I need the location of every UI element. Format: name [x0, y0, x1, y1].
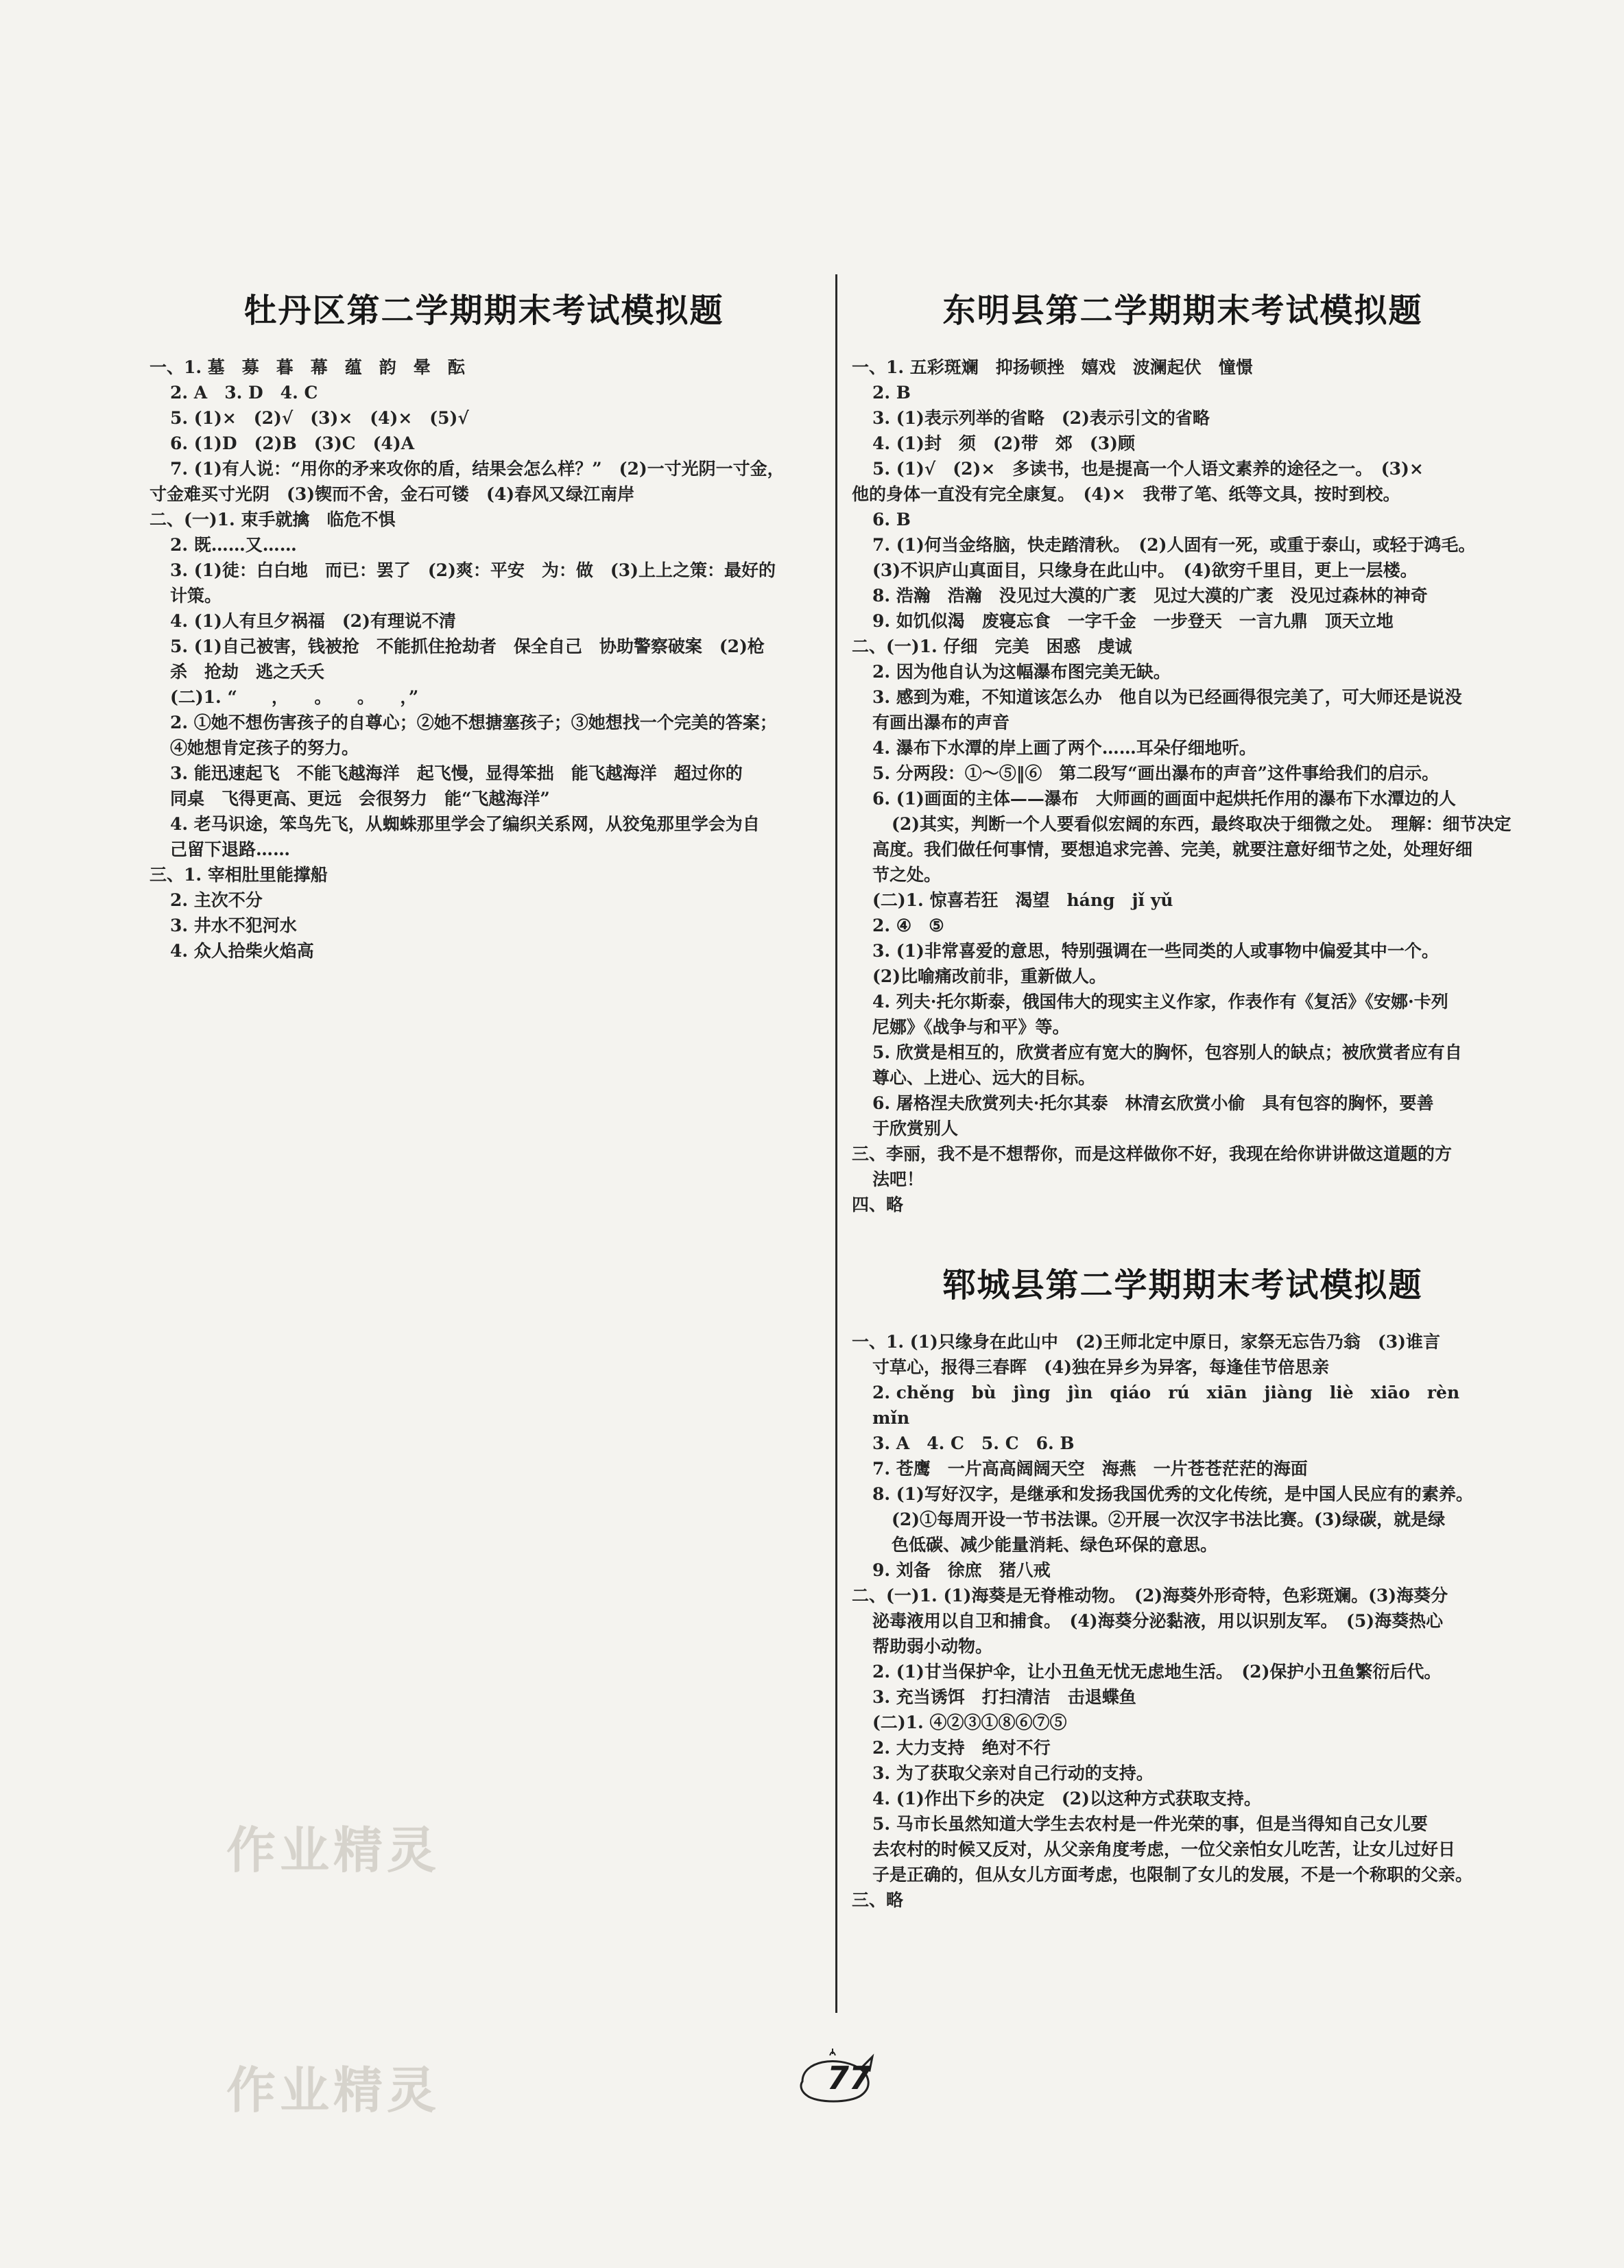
answer-line: 2. ①她不想伤害孩子的自尊心；②她不想搪塞孩子；③她想找一个完美的答案； [170, 713, 777, 732]
answer-line: 三、李丽，我不是不想帮你，而是这样做你不好，我现在给你讲讲做这道题的方 [852, 1144, 1453, 1164]
answer-line: 2. chěng bù jìng jìn qiáo rú xiān jiàng liè xiāo rèn mǐn [872, 1383, 1477, 1428]
answer-line: 有画出瀑布的声音 [872, 713, 1010, 732]
answer-line: 去农村的时候又反对，从父亲角度考虑，一位父亲怕女儿吃苦，让女儿过好日 [872, 1839, 1456, 1859]
section-title-yuncheng: 郓城县第二学期期末考试模拟题 [942, 1266, 1423, 1304]
watermark: 作业精灵 [226, 1822, 441, 1879]
answer-line: 8. 浩瀚 浩瀚 没见过大漠的广袤 见过大漠的广袤 没见过森林的神奇 [872, 586, 1428, 606]
answer-line: 3. 感到为难，不知道该怎么办 他自以为已经画得很完美了，可大师还是说没 [872, 687, 1462, 707]
answer-line: 法吧！ [872, 1169, 924, 1189]
answer-line: 4. 众人拾柴火焰高 [170, 941, 314, 961]
answer-line: 5. (1)自己被害，钱被抢 不能抓住抢劫者 保全自己 协助警察破案 (2)枪 [170, 636, 765, 656]
answer-line: 4. 老马识途，笨鸟先飞，从蜘蛛那里学会了编织关系网，从狡兔那里学会为自 [170, 814, 760, 834]
answer-line: 一、1. 五彩斑斓 抑扬顿挫 嬉戏 波澜起伏 憧憬 [852, 357, 1253, 377]
answer-line: 四、略 [852, 1195, 904, 1215]
answer-lines [150, 355, 818, 964]
answer-line: 7. 苍鹰 一片高高阔阔天空 海燕 一片苍苍茫茫的海面 [872, 1459, 1308, 1479]
answer-line: 9. 刘备 徐庶 猪八戒 [872, 1560, 1051, 1580]
answer-line: 寸草心，报得三春晖 (4)独在异乡为异客，每逢佳节倍思亲 [872, 1357, 1330, 1377]
answer-line: 尊心、上进心、远大的目标。 [872, 1068, 1096, 1088]
answer-line: 二、(一)1. 仔细 完美 困惑 虔诚 [852, 636, 1132, 656]
answer-line: 己留下退路…… [170, 839, 291, 859]
answer-line: (3)不识庐山真面目，只缘身在此山中。 (4)欲穷千里目，更上一层楼。 [872, 560, 1418, 580]
answer-line: 于欣赏别人 [872, 1119, 959, 1138]
watermark: 作业精灵 [226, 2062, 441, 2119]
answer-line: ④她想肯定孩子的努力。 [170, 738, 359, 758]
answer-line: 2. A 3. D 4. C [170, 383, 318, 403]
section-title-dongming: 东明县第二学期期末考试模拟题 [942, 291, 1423, 330]
answer-line: 5. 欣赏是相互的，欣赏者应有宽大的胸怀，包容别人的缺点；被欣赏者应有自 [872, 1042, 1462, 1062]
answer-line: 寸金难买寸光阴 (3)锲而不舍，金石可镂 (4)春风又绿江南岸 [150, 484, 635, 504]
answer-line: 三、略 [852, 1890, 904, 1910]
answer-line: 2. 大力支持 绝对不行 [872, 1738, 1051, 1758]
answer-line: 2. (1)甘当保护伞，让小丑鱼无忧无虑地生活。 (2)保护小丑鱼繁衍后代。 [872, 1662, 1442, 1682]
answer-line: 三、1. 宰相肚里能撑船 [150, 865, 328, 885]
answer-line: 3. 井水不犯河水 [170, 916, 297, 935]
answer-line: 二、(一)1. 束手就擒 临危不惧 [150, 510, 396, 529]
answer-line: 4. 瀑布下水潭的岸上画了两个……耳朵仔细地听。 [872, 738, 1256, 758]
answer-line: 杀 抢劫 逃之夭夭 [170, 662, 325, 682]
answer-line: 5. (1)× (2)√ (3)× (4)× (5)√ [170, 408, 469, 428]
answer-line: (2)①每周开设一节书法课。②开展一次汉字书法比赛。(3)绿碳，就是绿 [892, 1509, 1446, 1529]
answer-line: 他的身体一直没有完全康复。 (4)× 我带了笔、纸等文具，按时到校。 [852, 484, 1400, 504]
answer-line: (二)1. “ ， 。 。 ，” [170, 687, 419, 707]
answer-line: (二)1. ④②③①⑧⑥⑦⑤ [872, 1712, 1067, 1732]
answer-line: 泌毒液用以自卫和捕食。 (4)海葵分泌黏液，用以识别友军。 (5)海葵热心 [872, 1611, 1444, 1631]
answer-line: 8. (1)写好汉字，是继承和发扬我国优秀的文化传统，是中国人民应有的素养。 [872, 1484, 1473, 1504]
answer-lines [852, 1329, 1514, 1913]
answer-line: (2)比喻痛改前非，重新做人。 [872, 966, 1107, 986]
answer-line: 3. (1)徒：白白地 而已：罢了 (2)爽：平安 为：做 (3)上上之策：最好的 [170, 560, 776, 580]
answer-line: 6. (1)画面的主体——瀑布 大师画的画面中起烘托作用的瀑布下水潭边的人 [872, 789, 1456, 809]
answer-line: 4. (1)人有旦夕祸福 (2)有理说不清 [170, 611, 456, 631]
answer-line: 4. (1)封 须 (2)带 郊 (3)顾 [872, 433, 1135, 453]
answer-line: 色低碳、减少能量消耗、绿色环保的意思。 [892, 1535, 1218, 1555]
answer-line: 一、1. 墓 募 暮 幕 蕴 韵 晕 酝 [150, 357, 465, 377]
answer-line: 6. 屠格涅夫欣赏列夫·托尔其泰 林清玄欣赏小偷 具有包容的胸怀，要善 [872, 1093, 1434, 1113]
answer-line: 5. (1)√ (2)× 多读书，也是提高一个人语文素养的途径之一。 (3)× [872, 459, 1424, 479]
answer-line: 2. 主次不分 [170, 890, 263, 910]
answer-line: 高度。我们做任何事情，要想追求完善、完美，就要注意好细节之处，处理好细 [872, 839, 1473, 859]
answer-line: 4. (1)作出下乡的决定 (2)以这种方式获取支持。 [872, 1789, 1261, 1809]
answer-line: (二)1. 惊喜若狂 渴望 háng jǐ yǔ [872, 890, 1173, 910]
answer-line: 2. B [872, 383, 911, 403]
left-column [150, 274, 818, 964]
answer-line: 3. 为了获取父亲对自己行动的支持。 [872, 1763, 1154, 1783]
answer-line: 6. (1)D (2)B (3)C (4)A [170, 433, 415, 453]
answer-line: 尼娜》《战争与和平》等。 [872, 1017, 1070, 1037]
answer-line: 3. 能迅速起飞 不能飞越海洋 起飞慢，显得笨拙 能飞越海洋 超过你的 [170, 763, 743, 783]
answer-lines [852, 355, 1514, 1217]
answer-line: 3. A 4. C 5. C 6. B [872, 1433, 1075, 1453]
page-number: 77 [827, 2060, 872, 2097]
answer-line: 同桌 飞得更高、更远 会很努力 能“飞越海洋” [170, 789, 550, 809]
answer-line: 3. (1)非常喜爱的意思，特别强调在一些同类的人或事物中偏爱其中一个。 [872, 941, 1439, 961]
column-divider [835, 274, 837, 2013]
right-column [852, 274, 1514, 1913]
answer-line: 2. 既……又…… [170, 535, 297, 555]
answer-line: 6. B [872, 510, 911, 529]
page-number-badge [796, 2047, 878, 2109]
answer-line: 节之处。 [872, 865, 942, 885]
answer-line: 7. (1)何当金络脑，快走踏清秋。 (2)人固有一死，或重于泰山，或轻于鸿毛。 [872, 535, 1476, 555]
answer-line: 2. ④ ⑤ [872, 916, 944, 935]
answer-line: 二、(一)1. (1)海葵是无脊椎动物。 (2)海葵外形奇特，色彩斑斓。(3)海葵分 [852, 1586, 1448, 1605]
answer-line: 帮助弱小动物。 [872, 1636, 993, 1656]
answer-line: 2. 因为他自认为这幅瀑布图完美无缺。 [872, 662, 1171, 682]
section-title-mudan: 牡丹区第二学期期末考试模拟题 [243, 291, 724, 330]
answer-line: 9. 如饥似渴 废寝忘食 一字千金 一步登天 一言九鼎 顶天立地 [872, 611, 1394, 631]
answer-line: 4. 列夫·托尔斯泰，俄国伟大的现实主义作家，作表作有《复活》《安娜·卡列 [872, 992, 1448, 1012]
answer-line: 计策。 [170, 586, 222, 606]
answer-line: 3. (1)表示列举的省略 (2)表示引文的省略 [872, 408, 1210, 428]
answer-line: 7. (1)有人说：“用你的矛来攻你的盾，结果会怎么样？” (2)一寸光阴一寸金， [170, 459, 785, 479]
answer-line: 3. 充当诱饵 打扫清洁 击退蝶鱼 [872, 1687, 1136, 1707]
answer-line: 5. 分两段：①～⑤‖⑥ 第二段写“画出瀑布的声音”这件事给我们的启示。 [872, 763, 1440, 783]
answer-line: 一、1. (1)只缘身在此山中 (2)王师北定中原日，家祭无忘告乃翁 (3)谁言 [852, 1332, 1440, 1352]
answer-line: 子是正确的，但从女儿方面考虑，也限制了女儿的发展，不是一个称职的父亲。 [872, 1865, 1473, 1885]
answer-line: (2)其实，判断一个人要看似宏阔的东西，最终取决于细微之处。 理解：细节决定 [892, 814, 1512, 834]
answer-line: 5. 马市长虽然知道大学生去农村是一件光荣的事，但是当得知自己女儿要 [872, 1814, 1428, 1834]
